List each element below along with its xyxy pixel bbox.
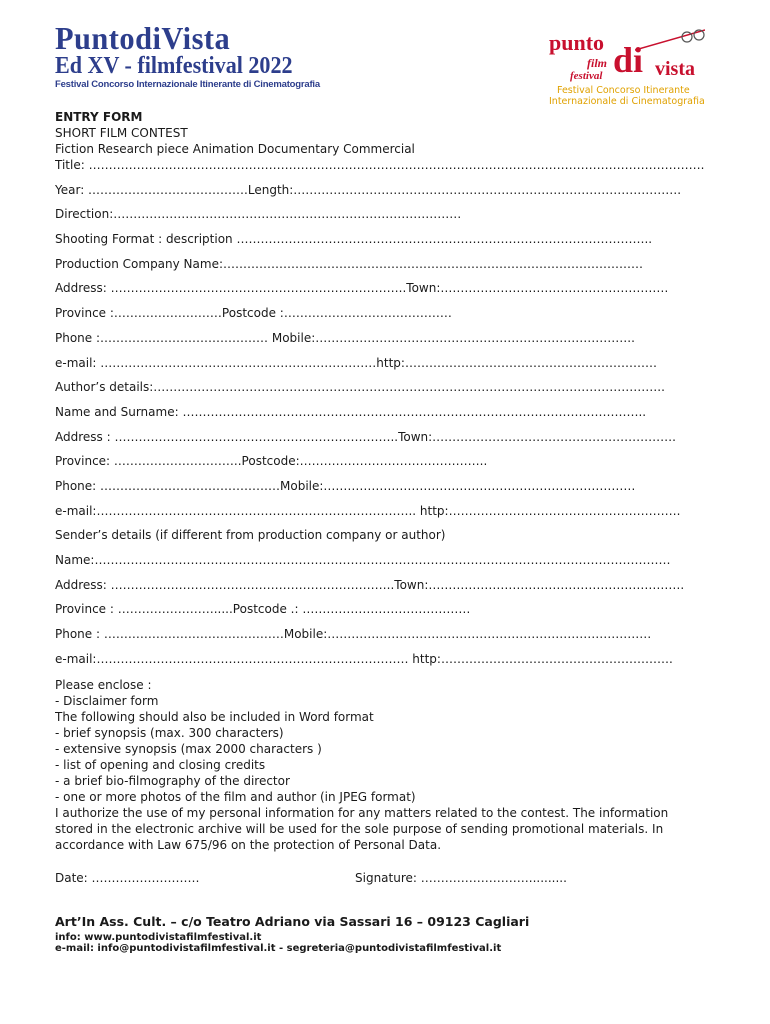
footer [55,914,529,954]
form-categories: Fiction Research piece Animation Documentary Commercial [55,142,415,156]
form-field-line[interactable]: Title: ………………………………………………………………………………………………………………………………………. [55,158,705,172]
enclose-line: The following should also be included in Word format [55,709,374,724]
form-field-line[interactable]: Address: ……………………………………………………………..Town:………………………………………………………. [55,577,685,592]
footer-address: Art’In Ass. Cult. – c/o Teatro Adriano via Sassari 16 – 09123 Cagliari [55,914,530,929]
logo-line-2: Internazionale di Cinematografia [549,96,705,107]
form-contest: SHORT FILM CONTEST [55,126,188,140]
form-heading: ENTRY FORM [55,110,143,124]
enclose-line: Please enclose : [55,677,152,692]
form-field-line[interactable]: Year: ………………………………….Length:……………………………………………………………………………………. [55,182,682,197]
date-field[interactable]: Date: ……………………… [55,870,200,885]
festival-title: PuntodiVista [55,20,231,56]
glasses-icon [635,28,705,52]
form-fields [55,157,715,667]
enclose-line: - Disclaimer form [55,693,159,708]
form-field-line[interactable]: e-mail:…………………………………………………………………….. http:…………………………………………………. [55,503,681,518]
form-field-line[interactable]: Address : ……………………………………………………………..Town:……………………………………………………. [55,429,676,444]
form-field-line[interactable]: Production Company Name:…………………………………………………………………………………………… [55,256,644,271]
festival-edition: Ed XV - filmfestival 2022 [55,53,293,79]
logo-vista: vista [655,58,695,80]
enclose-line: accordance with Law 675/96 on the protection of Personal Data. [55,837,442,852]
form-field-line[interactable]: Province :………………………Postcode :…………………………………… [55,306,452,321]
logo-punto: punto [549,30,605,55]
form-field-line[interactable]: Sender’s details (if different from production company or author) [55,528,446,543]
enclose-section [55,677,715,853]
header-block [55,22,320,90]
footer-email: e-mail: info@puntodivistafilmfestival.it - segreteria@puntodivistafilmfestival.it [55,943,502,954]
signature-field[interactable]: Signature: ……………………….......... [355,870,567,885]
enclose-line: - brief synopsis (max. 300 characters) [55,725,284,740]
logo-festival: festival [570,70,603,82]
form-field-line[interactable]: Shooting Format : description ………………………………………………………………………………………….. [55,232,653,247]
form-field-line[interactable]: Name:……………………………………………………………………………………………………………………………… [55,553,671,567]
form-field-line[interactable]: Province : …………………….....Postcode .: …………………………………… [55,602,471,617]
enclose-line: - list of opening and closing credits [55,757,266,772]
form-field-line[interactable]: Direction:…………………………………………………………………………… [55,207,462,222]
enclose-line: - a brief bio-filmography of the director [55,773,290,788]
logo-line-1: Festival Concorso Itinerante [557,85,690,96]
form-field-line[interactable]: Phone : ………………………………………Mobile:……………………………………………………………………… [55,627,652,642]
festival-logo [545,28,735,108]
festival-tagline: Festival Concorso Internazionale Itinerante di Cinematografia [55,79,320,90]
form-field-line[interactable]: Address: ………………………………………………………………..Town:………………………………………………… [55,281,669,296]
entry-form [55,109,715,886]
form-field-line[interactable]: Author’s details:……………………………………………………………………………………………………………….. [55,380,665,395]
enclose-line: - one or more photos of the film and author (in JPEG format) [55,789,416,804]
logo-film: film [587,56,607,70]
enclose-line: - extensive synopsis (max 2000 characters ) [55,741,322,756]
form-field-line[interactable]: Province: …………………………..Postcode:……………………………………….. [55,454,488,469]
form-field-line[interactable]: Phone :…………………………………… Mobile:…………………………………………………………………….. [55,330,635,345]
form-field-line[interactable]: Name and Surname: …………………………………………………………………………………………………….. [55,404,647,419]
enclose-line: I authorize the use of my personal information for any matters related to the contest. The information [55,805,669,820]
enclose-line: stored in the electronic archive will be used for the sole purpose of sending promotional materials. In [55,821,664,836]
form-field-line[interactable]: Phone: ………………………………………Mobile:…………………………………………………………………… [55,478,636,493]
footer-info: info: www.puntodivistafilmfestival.it [55,932,262,943]
form-field-line[interactable]: e-mail: ……………………………………………………………http:……………………………………………………… [55,355,657,370]
form-field-line[interactable]: e-mail:…………………………………………………………………… http:…………………………………………………. [55,651,673,666]
logo-di: di [613,40,644,80]
